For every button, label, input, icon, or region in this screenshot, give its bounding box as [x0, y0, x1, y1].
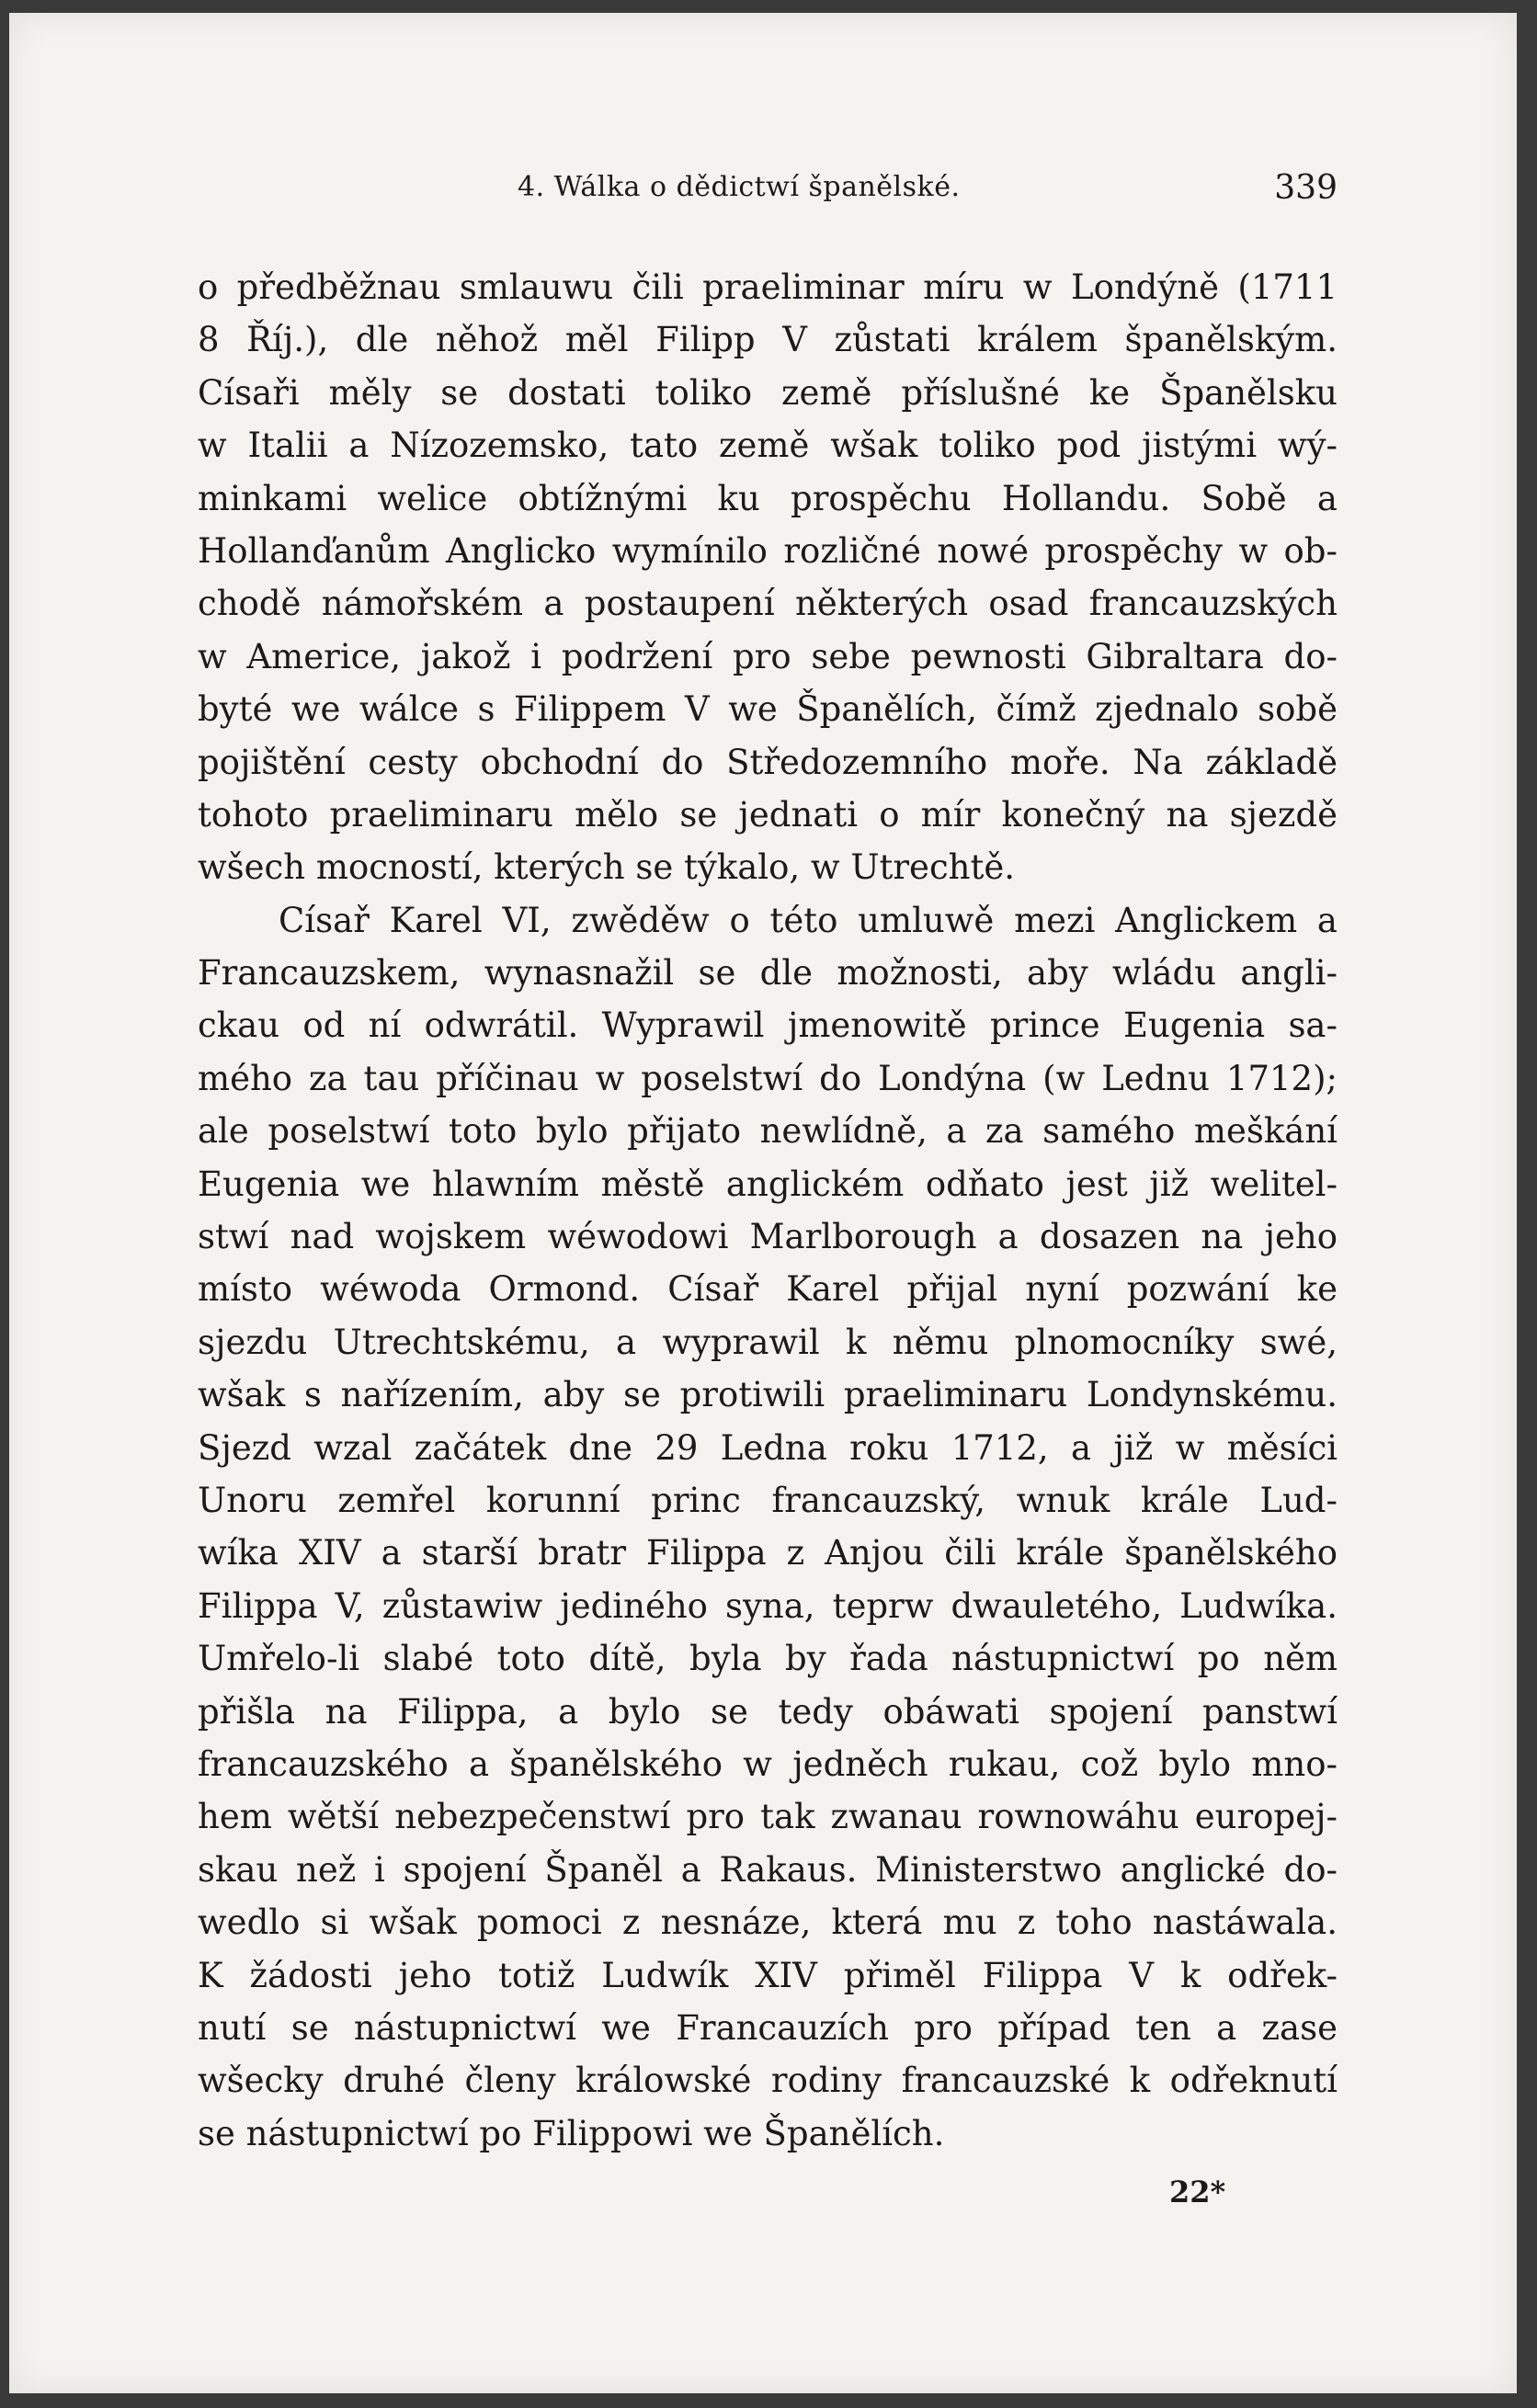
text-line: K žádosti jeho totiž Ludwík XIV přiměl Filippa V k odřek- — [198, 1955, 1338, 1995]
text-line: Umřelo-li slabé toto dítě, byla by řada nástupnictwí po něm — [198, 1639, 1338, 1679]
text-line: Hollanďanům Anglicko wymínilo rozličné nowé prospěchy w ob- — [198, 530, 1338, 571]
text-line: skau než i spojení Španěl a Rakaus. Ministerstwo anglické do- — [198, 1849, 1338, 1890]
text-line: Filippa V, zůstawiw jediného syna, teprw dwauletého, Ludwíka. — [198, 1585, 1338, 1626]
text-line: Francauzskem, wynasnažil se dle možnosti, aby wládu angli- — [198, 953, 1338, 994]
text-line: ale poselstwí toto bylo přijato newlídně, a za samého meškání — [198, 1111, 1338, 1152]
text-line: 8 Říj.), dle něhož měl Filipp V zůstati králem španělským. — [198, 320, 1338, 360]
running-head — [198, 171, 1338, 217]
body-text — [198, 261, 1338, 2160]
chapter-title: 4. Wálka o dědictwí španělské. — [518, 171, 961, 203]
text-line: tohoto praeliminaru mělo se jednati o mír konečný na sjezdě — [198, 794, 1338, 835]
text-line: francauzského a španělského w jedněch rukau, což bylo mno- — [198, 1744, 1338, 1784]
text-line: wšecky druhé členy králowské rodiny francauzské k odřeknutí — [198, 2061, 1338, 2101]
text-line: w Americe, jakož i podržení pro sebe pewnosti Gibraltara do- — [198, 636, 1338, 676]
text-line: Císaři měly se dostati toliko země příslušné ke Španělsku — [198, 372, 1338, 413]
text-line: hem wětší nebezpečenstwí pro tak zwanau rownowáhu europej- — [198, 1797, 1338, 1837]
text-line: minkami welice obtížnými ku prospěchu Hollandu. Sobě a — [198, 478, 1338, 518]
text-line: Císař Karel VI, zwěděw o této umluwě mezi Anglickem a — [279, 900, 1338, 940]
text-line: wšech mocností, kterých se týkalo, w Utrechtě. — [198, 847, 1016, 888]
text-line: Unoru zemřel korunní princ francauzský, wnuk krále Lud- — [198, 1480, 1338, 1520]
text-line: se nástupnictwí po Filippowi we Španělích. — [198, 2113, 945, 2153]
text-line: o předběžnau smlauwu čili praeliminar míru w Londýně (1711 — [198, 267, 1338, 307]
text-line: w Italii a Nízozemsko, tato země wšak toliko pod jistými wý- — [198, 426, 1338, 466]
text-line: byté we wálce s Filippem V we Španělích, čímž zjednalo sobě — [198, 689, 1338, 730]
text-line: wedlo si wšak pomoci z nesnáze, která mu z toho nastáwala. — [198, 1903, 1338, 1943]
text-line: wšak s nařízením, aby se protiwili praeliminaru Londynskému. — [198, 1375, 1338, 1415]
text-line: mého za tau příčinau w poselstwí do Londýna (w Lednu 1712); — [198, 1058, 1338, 1098]
page-number: 339 — [1274, 169, 1338, 207]
text-line: stwí nad wojskem wéwodowi Marlborough a dosazen na jeho — [198, 1217, 1338, 1257]
text-line: sjezdu Utrechtskému, a wyprawil k němu plnomocníky swé, — [198, 1322, 1338, 1362]
book-page — [9, 13, 1517, 2393]
text-line: místo wéwoda Ormond. Císař Karel přijal nyní pozwání ke — [198, 1269, 1338, 1310]
text-line: wíka XIV a starší bratr Filippa z Anjou čili krále španělského — [198, 1533, 1338, 1573]
signature-mark: 22* — [1169, 2175, 1226, 2209]
text-line: ckau od ní odwrátil. Wyprawil jmenowitě prince Eugenia sa- — [198, 1005, 1338, 1046]
text-line: Sjezd wzal začátek dne 29 Ledna roku 1712, a již w měsíci — [198, 1427, 1338, 1468]
text-line: pojištění cesty obchodní do Středozemního moře. Na základě — [198, 742, 1338, 782]
text-line: nutí se nástupnictwí we Francauzích pro případ ten a zase — [198, 2007, 1338, 2048]
text-line: Eugenia we hlawním městě anglickém odňato jest již welitel- — [198, 1164, 1338, 1204]
text-line: chodě námořském a postaupení některých osad francauzských — [198, 584, 1338, 624]
text-line: přišla na Filippa, a bylo se tedy obáwati spojení panstwí — [198, 1691, 1338, 1732]
